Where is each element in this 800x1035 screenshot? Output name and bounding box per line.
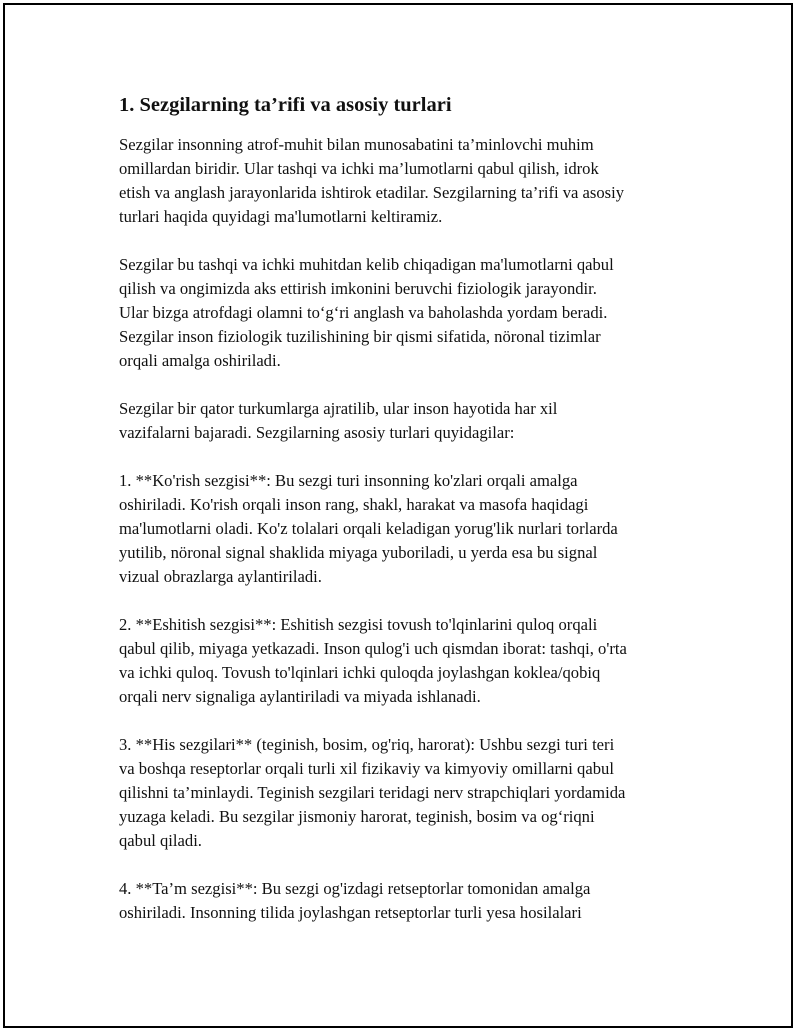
document-page: [3, 3, 793, 1028]
paragraph-line: orqali amalga oshiriladi.: [119, 351, 281, 370]
paragraph: [119, 613, 689, 709]
paragraph-line: 3. **His sezgilari** (teginish, bosim, og'riq, harorat): Ushbu sezgi turi teri: [119, 735, 615, 754]
paragraph-line: Sezgilar bir qator turkumlarga ajratilib, ular inson hayotida har xil: [119, 399, 558, 418]
paragraph: [119, 133, 689, 229]
paragraph-line: 4. **Ta’m sezgisi**: Bu sezgi og'izdagi retseptorlar tomonidan amalga: [119, 879, 591, 898]
section-title: 1. Sezgilarning ta’rifi va asosiy turlari: [119, 94, 452, 116]
paragraph-line: orqali nerv signaliga aylantiriladi va miyada ishlanadi.: [119, 687, 481, 706]
paragraph-line: yuzaga keladi. Bu sezgilar jismoniy harorat, teginish, bosim va og‘riqni: [119, 807, 595, 826]
paragraph-line: ma'lumotlarni oladi. Ko'z tolalari orqali keladigan yorug'lik nurlari torlarda: [119, 519, 618, 538]
document-body: [119, 91, 689, 949]
paragraph-line: Ular bizga atrofdagi olamni to‘g‘ri anglash va baholashda yordam beradi.: [119, 303, 608, 322]
paragraph-line: oshiriladi. Insonning tilida joylashgan retseptorlar turli yesa hosilalari: [119, 903, 582, 922]
paragraph-line: Sezgilar inson fiziologik tuzilishining bir qismi sifatida, nöronal tizimlar: [119, 327, 601, 346]
paragraph-line: Sezgilar insonning atrof-muhit bilan munosabatini ta’minlovchi muhim: [119, 135, 594, 154]
paragraph-line: etish va anglash jarayonlarida ishtirok etadilar. Sezgilarning ta’rifi va asosiy: [119, 183, 625, 202]
paragraph-line: 2. **Eshitish sezgisi**: Eshitish sezgisi tovush to'lqinlarini quloq orqali: [119, 615, 598, 634]
paragraph: [119, 733, 689, 853]
paragraph: [119, 877, 689, 925]
paragraph-line: omillardan biridir. Ular tashqi va ichki ma’lumotlarni qabul qilish, idrok: [119, 159, 599, 178]
paragraph: [119, 253, 689, 373]
paragraph: [119, 397, 689, 445]
paragraph-line: 1. **Ko'rish sezgisi**: Bu sezgi turi insonning ko'zlari orqali amalga: [119, 471, 578, 490]
paragraph-line: qilishni ta’minlaydi. Teginish sezgilari teridagi nerv strapchiqlari yordamida: [119, 783, 626, 802]
paragraph-line: qilish va ongimizda aks ettirish imkonini beruvchi fiziologik jarayondir.: [119, 279, 597, 298]
paragraph: [119, 469, 689, 589]
paragraph-line: va boshqa reseptorlar orqali turli xil fizikaviy va kimyoviy omillarni qabul: [119, 759, 614, 778]
paragraph-line: vizual obrazlarga aylantiriladi.: [119, 567, 322, 586]
paragraph-line: Sezgilar bu tashqi va ichki muhitdan kelib chiqadigan ma'lumotlarni qabul: [119, 255, 614, 274]
paragraph-list: [119, 133, 689, 925]
paragraph-line: vazifalarni bajaradi. Sezgilarning asosiy turlari quyidagilar:: [119, 423, 515, 442]
paragraph-line: va ichki quloq. Tovush to'lqinlari ichki quloqda joylashgan koklea/qobiq: [119, 663, 601, 682]
paragraph-line: turlari haqida quyidagi ma'lumotlarni keltiramiz.: [119, 207, 443, 226]
paragraph-line: oshiriladi. Ko'rish orqali inson rang, shakl, harakat va masofa haqidagi: [119, 495, 589, 514]
paragraph-line: qabul qiladi.: [119, 831, 202, 850]
paragraph-line: qabul qilib, miyaga yetkazadi. Inson qulog'i uch qismdan iborat: tashqi, o'rta: [119, 639, 627, 658]
paragraph-line: yutilib, nöronal signal shaklida miyaga yuboriladi, u yerda esa bu signal: [119, 543, 598, 562]
